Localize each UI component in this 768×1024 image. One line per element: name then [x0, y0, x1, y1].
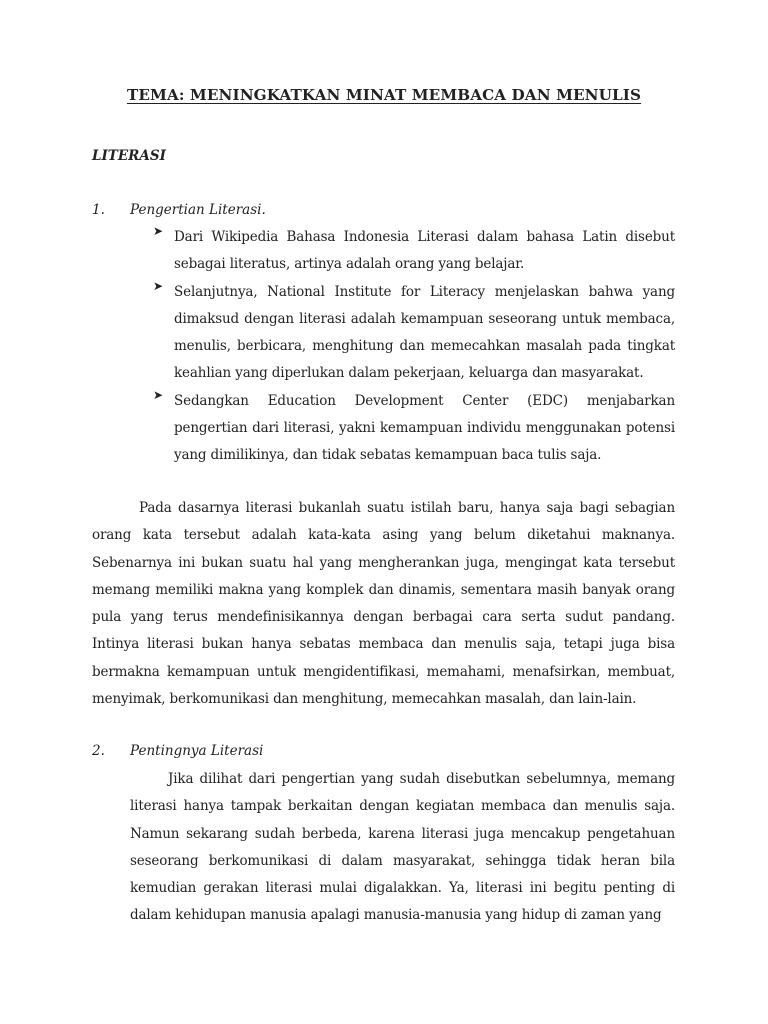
body-paragraph-1: Pada dasarnya literasi bukanlah suatu istilah baru, hanya saja bagi sebagian orang kata tersebut adalah kata-kata asing yang belum diketahui maknanya. Sebenarnya ini bukan suatu hal yang mengherankan juga, mengingat kata tersebut memang memiliki makna yang komplek dan dinamis, sementara masih banyak orang pula yang terus mendefinisikannya dengan berbagai cara serta sudut pandang. Intinya literasi bukan hanya sebatas membaca dan menulis saja, tetapi juga bisa bermakna kemampuan untuk mengidentifikasi, memahami, menafsirkan, membuat, menyimak, berkomunikasi dan menghitung, memecahkan masalah, dan lain-lain. — [92, 500, 675, 708]
item-1-bullet-list — [153, 224, 675, 470]
bullet-text: Selanjutnya, National Institute for Literacy menjelaskan bahwa yang dimaksud dengan literasi adalah kemampuan seseorang untuk membaca, menulis, berbicara, menghitung dan memecahkan masalah pada tingkat keahlian yang diperlukan dalam pekerjaan, keluarga dan masyarakat. — [174, 283, 675, 382]
list-item — [153, 279, 675, 388]
list-item — [153, 388, 675, 470]
item-2-row — [92, 743, 263, 759]
list-item — [153, 224, 675, 279]
bullet-text: Sedangkan Education Development Center (EDC) menjabarkan pengertian dari literasi, yakni kemampuan individu menggunakan potensi yang dimilikinya, dan tidak sebatas kemampuan baca tulis saja. — [174, 392, 675, 464]
arrowhead-right-icon: ➤ — [153, 278, 164, 293]
document-title: TEMA: MENINGKATKAN MINAT MEMBACA DAN MENULIS — [126, 86, 642, 104]
section-heading: LITERASI — [92, 148, 166, 164]
item-1-heading: Pengertian Literasi. — [130, 202, 266, 218]
item-2-heading: Pentingnya Literasi — [130, 743, 264, 759]
arrowhead-right-icon: ➤ — [153, 224, 164, 238]
item-1-number: 1. — [92, 202, 105, 218]
arrowhead-right-icon: ➤ — [153, 387, 164, 402]
item-2-number: 2. — [92, 743, 105, 759]
item-1-row — [92, 202, 266, 218]
bullet-text: Dari Wikipedia Bahasa Indonesia Literasi dalam bahasa Latin disebut sebagai literatus, artinya adalah orang yang belajar. — [174, 229, 675, 273]
body-paragraph-2: Jika dilihat dari pengertian yang sudah disebutkan sebelumnya, memang literasi hanya tampak berkaitan dengan kegiatan membaca dan menulis saja. Namun sekarang sudah berbeda, karena literasi juga mencakup pengetahuan seseorang berkomunikasi di dalam masyarakat, sehingga tidak heran bila kemudian gerakan literasi mulai digalakkan. Ya, literasi ini begitu penting di dalam kehidupan manusia apalagi manusia-manusia yang hidup di zaman yang — [130, 771, 675, 924]
